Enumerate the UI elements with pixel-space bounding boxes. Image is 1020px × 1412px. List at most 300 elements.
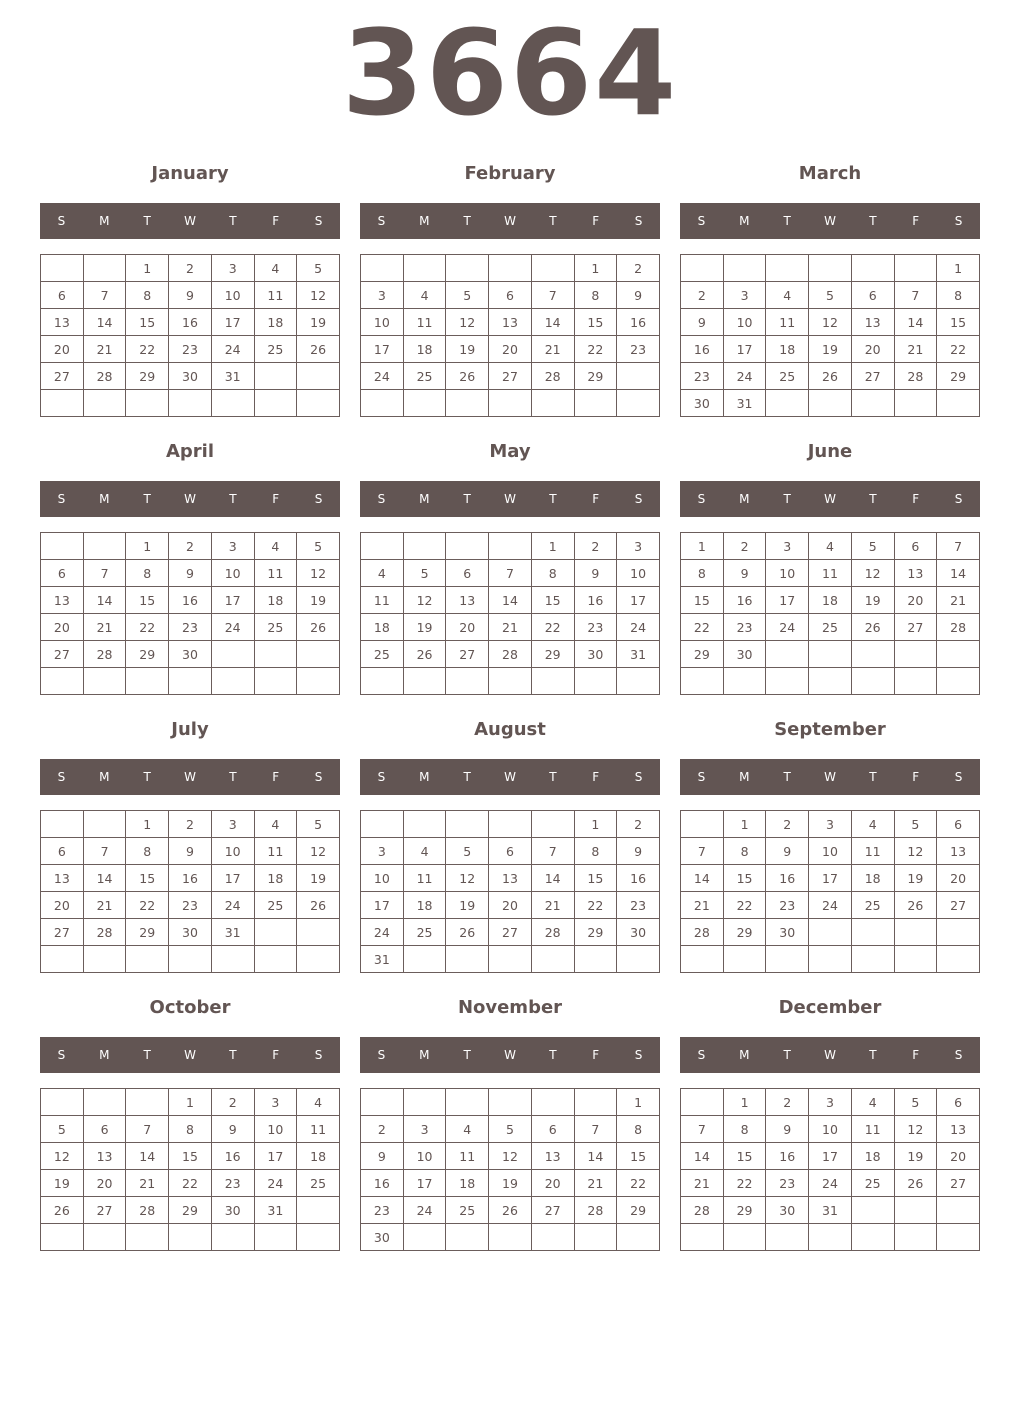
- day-cell: 26: [41, 1197, 84, 1224]
- day-cell: 3: [809, 1089, 852, 1116]
- day-cell: [169, 1224, 212, 1251]
- day-cell: 25: [254, 336, 297, 363]
- day-cell: 8: [617, 1116, 660, 1143]
- day-cell: [723, 946, 766, 973]
- day-cell: [297, 1224, 340, 1251]
- day-cell: 9: [766, 1116, 809, 1143]
- day-cell: 26: [297, 892, 340, 919]
- day-cell: 20: [894, 587, 937, 614]
- day-cell: 21: [681, 892, 724, 919]
- day-cell: [766, 1224, 809, 1251]
- weekday-label: S: [954, 770, 963, 784]
- week-row: [361, 1089, 660, 1116]
- day-cell: 15: [126, 865, 169, 892]
- weekday-label: T: [783, 214, 791, 228]
- day-cell: 24: [809, 892, 852, 919]
- day-cell: 5: [894, 811, 937, 838]
- day-cell: [211, 1224, 254, 1251]
- day-cell: 15: [617, 1143, 660, 1170]
- day-cell: 23: [766, 892, 809, 919]
- day-cell: 4: [766, 282, 809, 309]
- day-cell: 16: [169, 309, 212, 336]
- day-cell: 29: [937, 363, 980, 390]
- weekday-label: T: [549, 770, 557, 784]
- week-row: [41, 282, 340, 309]
- month-name: September: [774, 719, 886, 740]
- day-cell: [297, 363, 340, 390]
- weekday-label: F: [272, 770, 280, 784]
- day-cell: [489, 811, 532, 838]
- day-cell: 13: [83, 1143, 126, 1170]
- day-cell: 12: [403, 587, 446, 614]
- week-row: [41, 919, 340, 946]
- week-row: [361, 282, 660, 309]
- day-cell: 13: [937, 1116, 980, 1143]
- day-cell: 9: [574, 560, 617, 587]
- day-cell: [254, 363, 297, 390]
- day-cell: 5: [894, 1089, 937, 1116]
- day-cell: 17: [361, 892, 404, 919]
- weekday-label: F: [912, 1048, 920, 1062]
- day-cell: [894, 946, 937, 973]
- weekday-label: M: [739, 214, 750, 228]
- day-cell: [403, 533, 446, 560]
- day-cell: 30: [574, 641, 617, 668]
- day-cell: [489, 255, 532, 282]
- day-cell: 24: [361, 363, 404, 390]
- month-may: [360, 441, 660, 711]
- week-row: [361, 865, 660, 892]
- day-cell: [211, 946, 254, 973]
- day-cell: 14: [894, 309, 937, 336]
- day-cell: [766, 390, 809, 417]
- day-cell: 23: [169, 336, 212, 363]
- day-cell: 25: [851, 1170, 894, 1197]
- day-cell: 31: [254, 1197, 297, 1224]
- day-cell: 14: [83, 865, 126, 892]
- day-cell: 21: [681, 1170, 724, 1197]
- week-row: [681, 1089, 980, 1116]
- day-cell: [83, 811, 126, 838]
- day-cell: 18: [254, 309, 297, 336]
- weekday-label: W: [824, 214, 836, 228]
- day-cell: [254, 668, 297, 695]
- day-cell: 29: [723, 1197, 766, 1224]
- day-cell: [254, 946, 297, 973]
- week-row: [681, 1116, 980, 1143]
- day-cell: [489, 946, 532, 973]
- day-cell: 13: [851, 309, 894, 336]
- day-cell: [41, 946, 84, 973]
- day-grid: [40, 254, 340, 417]
- day-cell: [574, 946, 617, 973]
- day-cell: 29: [574, 363, 617, 390]
- day-cell: 30: [766, 1197, 809, 1224]
- day-grid: [40, 1088, 340, 1251]
- day-cell: [681, 255, 724, 282]
- day-cell: 17: [361, 336, 404, 363]
- day-cell: 18: [403, 892, 446, 919]
- weekday-label: T: [869, 492, 877, 506]
- day-cell: 6: [41, 838, 84, 865]
- day-cell: [851, 919, 894, 946]
- day-cell: [403, 1089, 446, 1116]
- week-row: [681, 309, 980, 336]
- day-cell: [851, 641, 894, 668]
- day-cell: 1: [126, 255, 169, 282]
- day-cell: 7: [531, 838, 574, 865]
- month-november: [360, 997, 660, 1267]
- day-cell: [617, 946, 660, 973]
- day-cell: 3: [211, 255, 254, 282]
- day-cell: 8: [126, 838, 169, 865]
- day-cell: 6: [937, 1089, 980, 1116]
- day-cell: 8: [574, 282, 617, 309]
- weekday-label: W: [824, 1048, 836, 1062]
- day-cell: 8: [531, 560, 574, 587]
- day-cell: 24: [723, 363, 766, 390]
- day-cell: 28: [531, 919, 574, 946]
- day-cell: [809, 390, 852, 417]
- day-cell: 31: [723, 390, 766, 417]
- month-april: [40, 441, 340, 711]
- week-row: [361, 641, 660, 668]
- day-cell: 15: [574, 865, 617, 892]
- day-cell: [531, 255, 574, 282]
- day-cell: 16: [617, 865, 660, 892]
- week-row: [41, 811, 340, 838]
- day-cell: [254, 1224, 297, 1251]
- day-cell: 8: [681, 560, 724, 587]
- day-cell: 27: [489, 363, 532, 390]
- day-cell: 15: [723, 865, 766, 892]
- month-december: [680, 997, 980, 1267]
- day-cell: 22: [169, 1170, 212, 1197]
- day-cell: 21: [126, 1170, 169, 1197]
- day-cell: [297, 1197, 340, 1224]
- week-row: [681, 668, 980, 695]
- weekday-header: [360, 1037, 660, 1073]
- week-row: [41, 668, 340, 695]
- weekday-header: [360, 203, 660, 239]
- day-cell: 23: [169, 614, 212, 641]
- day-cell: [126, 1224, 169, 1251]
- day-cell: 2: [574, 533, 617, 560]
- day-cell: [446, 390, 489, 417]
- weekday-label: S: [954, 214, 963, 228]
- week-row: [681, 1170, 980, 1197]
- weekday-label: F: [912, 770, 920, 784]
- day-cell: 18: [254, 587, 297, 614]
- day-cell: 27: [851, 363, 894, 390]
- month-name: May: [489, 441, 531, 462]
- weekday-label: S: [314, 492, 323, 506]
- week-row: [681, 892, 980, 919]
- day-grid: [680, 254, 980, 417]
- week-row: [41, 309, 340, 336]
- day-grid: [360, 1088, 660, 1251]
- week-row: [681, 811, 980, 838]
- day-cell: 22: [126, 336, 169, 363]
- day-cell: 19: [894, 1143, 937, 1170]
- day-cell: 10: [403, 1143, 446, 1170]
- day-cell: 26: [403, 641, 446, 668]
- day-cell: 1: [574, 255, 617, 282]
- day-cell: 7: [937, 533, 980, 560]
- day-cell: 6: [83, 1116, 126, 1143]
- day-cell: [894, 390, 937, 417]
- weekday-label: S: [634, 770, 643, 784]
- week-row: [41, 865, 340, 892]
- day-cell: [446, 1224, 489, 1251]
- day-cell: [403, 1224, 446, 1251]
- day-cell: 16: [766, 1143, 809, 1170]
- day-cell: [83, 1224, 126, 1251]
- week-row: [681, 336, 980, 363]
- day-cell: 23: [211, 1170, 254, 1197]
- week-row: [361, 336, 660, 363]
- day-cell: [894, 255, 937, 282]
- weekday-header: [680, 1037, 980, 1073]
- month-june: [680, 441, 980, 711]
- day-cell: 5: [297, 811, 340, 838]
- day-cell: [531, 1089, 574, 1116]
- weekday-header: [680, 481, 980, 517]
- day-cell: [681, 1224, 724, 1251]
- week-row: [41, 1143, 340, 1170]
- month-february: [360, 163, 660, 433]
- day-cell: [617, 1224, 660, 1251]
- weekday-label: S: [954, 1048, 963, 1062]
- week-row: [361, 533, 660, 560]
- day-cell: 12: [41, 1143, 84, 1170]
- day-cell: [169, 668, 212, 695]
- day-cell: [361, 533, 404, 560]
- day-cell: 27: [41, 641, 84, 668]
- day-cell: 1: [937, 255, 980, 282]
- day-grid: [360, 810, 660, 973]
- day-cell: 5: [297, 255, 340, 282]
- weekday-label: S: [57, 214, 66, 228]
- day-cell: 11: [403, 309, 446, 336]
- day-cell: 1: [681, 533, 724, 560]
- weekday-label: S: [954, 492, 963, 506]
- week-row: [361, 1197, 660, 1224]
- day-cell: 17: [809, 1143, 852, 1170]
- month-name: June: [807, 441, 853, 462]
- week-row: [41, 587, 340, 614]
- weekday-label: M: [739, 1048, 750, 1062]
- day-cell: 19: [41, 1170, 84, 1197]
- day-cell: 25: [361, 641, 404, 668]
- weekday-label: T: [549, 214, 557, 228]
- day-cell: [681, 811, 724, 838]
- day-cell: 16: [617, 309, 660, 336]
- week-row: [361, 946, 660, 973]
- weekday-label: M: [99, 492, 110, 506]
- day-cell: 23: [681, 363, 724, 390]
- week-row: [41, 255, 340, 282]
- day-cell: 18: [809, 587, 852, 614]
- weekday-label: W: [504, 214, 516, 228]
- weekday-label: T: [783, 770, 791, 784]
- day-cell: 27: [937, 892, 980, 919]
- day-cell: 4: [403, 838, 446, 865]
- day-cell: 11: [361, 587, 404, 614]
- day-cell: 3: [617, 533, 660, 560]
- day-cell: 5: [489, 1116, 532, 1143]
- day-cell: 5: [41, 1116, 84, 1143]
- day-cell: 6: [851, 282, 894, 309]
- day-cell: [531, 668, 574, 695]
- day-cell: 23: [617, 336, 660, 363]
- day-cell: 30: [361, 1224, 404, 1251]
- day-cell: 14: [489, 587, 532, 614]
- day-cell: 3: [211, 811, 254, 838]
- day-cell: 27: [531, 1197, 574, 1224]
- day-cell: 30: [169, 919, 212, 946]
- day-cell: 13: [41, 865, 84, 892]
- week-row: [41, 614, 340, 641]
- day-cell: 2: [723, 533, 766, 560]
- day-cell: [617, 363, 660, 390]
- weekday-label: T: [549, 492, 557, 506]
- day-cell: 17: [254, 1143, 297, 1170]
- day-cell: 4: [446, 1116, 489, 1143]
- month-march: [680, 163, 980, 433]
- day-cell: 20: [41, 336, 84, 363]
- day-cell: 25: [446, 1197, 489, 1224]
- day-cell: 28: [681, 919, 724, 946]
- week-row: [41, 641, 340, 668]
- day-cell: 4: [254, 811, 297, 838]
- day-cell: 10: [723, 309, 766, 336]
- day-cell: 19: [297, 865, 340, 892]
- day-cell: [446, 255, 489, 282]
- day-cell: [894, 1224, 937, 1251]
- day-cell: 30: [169, 641, 212, 668]
- day-cell: 20: [41, 892, 84, 919]
- weekday-label: S: [377, 214, 386, 228]
- week-row: [681, 255, 980, 282]
- day-cell: [723, 1224, 766, 1251]
- day-cell: [41, 255, 84, 282]
- day-cell: 4: [851, 811, 894, 838]
- day-cell: 23: [574, 614, 617, 641]
- day-cell: 12: [297, 838, 340, 865]
- day-cell: 2: [617, 255, 660, 282]
- day-cell: 16: [169, 587, 212, 614]
- day-cell: [41, 1089, 84, 1116]
- day-cell: 26: [489, 1197, 532, 1224]
- day-cell: 5: [446, 282, 489, 309]
- month-name: July: [171, 719, 209, 740]
- day-cell: [766, 946, 809, 973]
- day-cell: 17: [211, 865, 254, 892]
- day-cell: [617, 668, 660, 695]
- day-cell: 21: [531, 892, 574, 919]
- day-cell: 28: [681, 1197, 724, 1224]
- day-cell: [489, 533, 532, 560]
- day-cell: 24: [211, 336, 254, 363]
- day-cell: [937, 641, 980, 668]
- day-cell: 19: [489, 1170, 532, 1197]
- weekday-label: T: [143, 1048, 151, 1062]
- day-cell: 9: [723, 560, 766, 587]
- day-cell: [574, 1224, 617, 1251]
- day-cell: [681, 668, 724, 695]
- day-cell: [851, 255, 894, 282]
- day-cell: 6: [446, 560, 489, 587]
- week-row: [361, 1143, 660, 1170]
- day-cell: 21: [489, 614, 532, 641]
- day-cell: 19: [297, 309, 340, 336]
- day-cell: 6: [531, 1116, 574, 1143]
- weekday-label: S: [57, 770, 66, 784]
- day-cell: 20: [489, 892, 532, 919]
- day-cell: 27: [937, 1170, 980, 1197]
- day-cell: 12: [894, 1116, 937, 1143]
- day-cell: 25: [766, 363, 809, 390]
- weekday-label: W: [504, 770, 516, 784]
- day-cell: 18: [254, 865, 297, 892]
- day-cell: [41, 668, 84, 695]
- day-cell: 22: [574, 892, 617, 919]
- day-cell: 27: [41, 919, 84, 946]
- weekday-label: F: [592, 492, 600, 506]
- weekday-label: M: [99, 1048, 110, 1062]
- day-cell: 22: [574, 336, 617, 363]
- day-cell: 30: [169, 363, 212, 390]
- weekday-header: [40, 1037, 340, 1073]
- week-row: [681, 641, 980, 668]
- day-cell: 11: [766, 309, 809, 336]
- week-row: [41, 892, 340, 919]
- day-cell: 6: [489, 838, 532, 865]
- day-cell: 28: [894, 363, 937, 390]
- day-cell: [851, 390, 894, 417]
- day-cell: [403, 811, 446, 838]
- day-cell: 2: [617, 811, 660, 838]
- day-cell: 7: [531, 282, 574, 309]
- day-cell: 31: [617, 641, 660, 668]
- day-cell: 16: [169, 865, 212, 892]
- day-cell: 30: [617, 919, 660, 946]
- week-row: [361, 668, 660, 695]
- week-row: [681, 865, 980, 892]
- day-cell: [531, 390, 574, 417]
- day-cell: 11: [254, 282, 297, 309]
- day-cell: 3: [211, 533, 254, 560]
- weekday-label: S: [697, 492, 706, 506]
- weekday-label: T: [463, 1048, 471, 1062]
- day-cell: 26: [446, 363, 489, 390]
- day-cell: 14: [126, 1143, 169, 1170]
- day-cell: [723, 255, 766, 282]
- day-cell: 14: [937, 560, 980, 587]
- month-name: February: [464, 163, 556, 184]
- day-cell: [126, 668, 169, 695]
- day-cell: 28: [574, 1197, 617, 1224]
- weekday-label: S: [377, 492, 386, 506]
- day-cell: 18: [851, 865, 894, 892]
- day-cell: 25: [851, 892, 894, 919]
- day-cell: 29: [126, 919, 169, 946]
- day-cell: 7: [126, 1116, 169, 1143]
- day-grid: [360, 254, 660, 417]
- week-row: [41, 390, 340, 417]
- day-cell: 22: [723, 892, 766, 919]
